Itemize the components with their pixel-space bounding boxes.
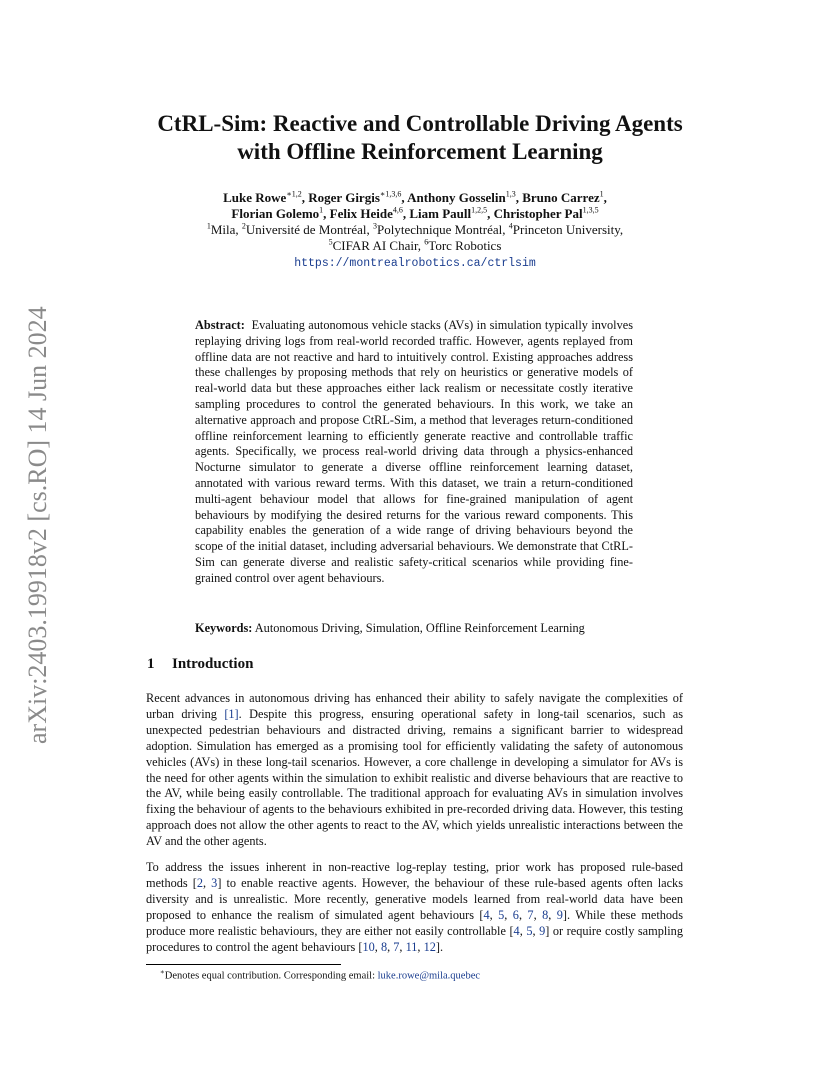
affiliation-name: CIFAR AI Chair, — [332, 238, 425, 253]
body-text: , — [489, 907, 499, 922]
citation: 8 — [542, 907, 549, 922]
intro-paragraph-1 — [146, 691, 683, 850]
author-name — [409, 206, 493, 221]
citation: 4 — [513, 923, 520, 938]
author-affiliation-marker: 1 — [319, 205, 324, 215]
body-text: ] to enable reactive agents. However, the behaviour of these rule-based agents often lacks diversity and is unrealistic. More recently, generative models learned from real-world data have been proposed to enhance the realism of simulated agent behaviours [ — [146, 875, 683, 922]
affiliation-name: Princeton University, — [512, 222, 624, 237]
affiliation-name: Université de Montréal, — [245, 222, 373, 237]
author-separator: , — [487, 206, 494, 221]
citation: [1] — [224, 706, 239, 721]
citation: 9 — [539, 923, 546, 938]
citation: 4 — [483, 907, 490, 922]
title-line-2: with Offline Reinforcement Learning — [237, 139, 603, 164]
keywords — [195, 621, 633, 636]
body-text: , — [504, 907, 513, 922]
body-text: , — [532, 923, 540, 938]
footnote-mark: ∗ — [160, 968, 165, 976]
author-name — [522, 190, 607, 205]
author-affiliation-marker: 1,3,5 — [582, 205, 599, 215]
citation: 7 — [527, 907, 534, 922]
author-separator: , — [401, 190, 408, 205]
affiliation-number: 6 — [424, 237, 429, 247]
author-affiliation-marker: ∗1,3,6 — [379, 189, 402, 199]
citation: 12 — [423, 939, 436, 954]
author-separator: , — [603, 190, 607, 205]
author-affiliation-marker: 4,6 — [392, 205, 403, 215]
citation: 3 — [211, 875, 218, 890]
body-text: . Despite this progress, ensuring operational safety in long-tail scenarios, such as unexpected pedestrian behaviours and distracted driving, remains a significant barrier to widespread adoption. Simulation has emerged as a promising tool for efficiently validating the safety of autonomous vehicles (AVs) in these long-tail scenarios. However, a core challenge in developing a simulator for AVs is the need for other agents within the simulation to exhibit realistic and diverse behaviours that are reactive to the AV, while being easily controllable. The traditional approach for evaluating AVs in simulation involves fixing the behaviour of agents to the behaviours exhibited in pre-recorded driving data. However, this testing approach does not allow the other agents to react to the AV, which yields unrealistic interactions between the AV and the other agents. — [146, 706, 683, 849]
affiliation-number: 4 — [508, 221, 513, 231]
citation: 5 — [498, 907, 505, 922]
author-name-text: Christopher Pal — [493, 206, 583, 221]
author-name — [223, 190, 308, 205]
footnote — [160, 968, 480, 982]
body-text: , — [519, 923, 527, 938]
section-heading-introduction — [147, 656, 253, 673]
author-affiliation-marker: ∗1,2 — [286, 189, 302, 199]
body-text: ]. — [435, 939, 444, 954]
author-name-text: Luke Rowe — [223, 190, 287, 205]
author-name-text: Florian Golemo — [231, 206, 320, 221]
author-block — [140, 190, 690, 272]
keywords-label: Keywords: — [195, 621, 253, 635]
project-url-link[interactable]: https://montrealrobotics.ca/ctrlsim — [294, 257, 536, 270]
affiliation-number: 5 — [328, 237, 333, 247]
keywords-text: Autonomous Driving, Simulation, Offline Reinforcement Learning — [254, 621, 585, 635]
author-name-text: Roger Girgis — [308, 190, 380, 205]
affiliation-name: Mila, — [210, 222, 242, 237]
citation: 11 — [405, 939, 418, 954]
author-name — [330, 206, 410, 221]
author-affiliation-marker: 1 — [599, 189, 604, 199]
author-name-text: Bruno Carrez — [522, 190, 600, 205]
author-separator: , — [301, 190, 309, 205]
body-text: To address the issues inherent in non-reactive log-replay testing, prior work has proposed rule-based methods [ — [146, 860, 683, 890]
author-name-text: Liam Paull — [409, 206, 472, 221]
author-affiliation-marker: 1,3 — [505, 189, 516, 199]
section-number: 1 — [147, 656, 155, 672]
affiliation-number: 2 — [241, 221, 246, 231]
citation: 10 — [362, 939, 375, 954]
citation: 7 — [393, 939, 400, 954]
author-affiliation-marker: 1,2,5 — [471, 205, 488, 215]
affiliation-number: 3 — [372, 221, 377, 231]
body-text: , — [387, 939, 394, 954]
title-line-1: CtRL-Sim: Reactive and Controllable Driving Agents — [157, 111, 683, 136]
section-title: Introduction — [172, 656, 254, 672]
author-name — [308, 190, 407, 205]
body-text: ]. While these methods produce more realistic behaviours, they are either not easily controllable [ — [146, 907, 683, 938]
body-text: , — [417, 939, 424, 954]
email-link[interactable]: luke.rowe@mila.quebec — [377, 970, 481, 982]
citation: 5 — [526, 923, 533, 938]
footnote-text: Denotes equal contribution. Corresponding email: — [164, 970, 378, 982]
author-name — [231, 206, 329, 221]
citation: 6 — [512, 907, 519, 922]
body-text: , — [374, 939, 381, 954]
body-text: , — [548, 907, 557, 922]
affiliation-list — [140, 222, 690, 254]
author-name-text: Felix Heide — [329, 206, 393, 221]
abstract-text: Evaluating autonomous vehicle stacks (AVs) in simulation typically involves replaying driving logs from real-world recorded traffic. However, agents replayed from offline data are not reactive and hard to intuitively control. Existing approaches address these challenges by proposing methods that rely on heuristics or generative models of real-world data but these approaches either lack realism or necessitate costly iterative sampling procedures to control the generated behaviours. In this work, we take an alternative approach and propose CtRL-Sim, a method that leverages return-conditioned offline reinforcement learning to efficiently generate reactive and controllable traffic agents. Specifically, we process real-world driving data through a physics-enhanced Nocturne simulator to generate a diverse offline reinforcement learning dataset, annotated with various reward terms. With this dataset, we train a return-conditioned multi-agent behaviour model that allows for fine-grained manipulation of agent behaviours by modifying the desired returns for the various reward components. This capability enables the generation of a wide range of driving behaviours beyond the scope of the initial dataset, including adversarial behaviours. We demonstrate that CtRL-Sim can generate diverse and realistic safety-critical scenarios while providing fine-grained control over agent behaviours. — [195, 318, 633, 585]
arxiv-identifier: arXiv:2403.19918v2 [cs.RO] 14 Jun 2024 — [23, 306, 52, 744]
affiliation-number: 1 — [206, 221, 211, 231]
author-name — [407, 190, 522, 205]
paper-title — [100, 110, 740, 166]
citation: 8 — [380, 939, 388, 954]
affiliation-name: Torc Robotics — [428, 238, 502, 253]
abstract-label: Abstract: — [195, 318, 245, 332]
citation: 2 — [196, 875, 203, 890]
author-list — [140, 190, 690, 222]
author-separator: , — [402, 206, 410, 221]
author-name — [494, 206, 599, 221]
author-separator: , — [515, 190, 523, 205]
body-text: , — [533, 907, 543, 922]
body-text: , — [518, 907, 528, 922]
author-separator: , — [323, 206, 330, 221]
body-text: Recent advances in autonomous driving has enhanced their ability to safely navigate the complexities of urban driving — [146, 691, 683, 721]
body-text: , — [203, 875, 212, 890]
author-name-text: Anthony Gosselin — [407, 190, 506, 205]
intro-paragraph-2 — [146, 860, 683, 955]
citation: 9 — [556, 907, 563, 922]
abstract — [195, 318, 633, 587]
footnote-rule — [146, 964, 341, 965]
affiliation-name: Polytechnique Montréal, — [376, 222, 509, 237]
body-text: ] or require costly sampling procedures to control the agent behaviours [ — [146, 923, 683, 954]
body-text: , — [399, 939, 406, 954]
